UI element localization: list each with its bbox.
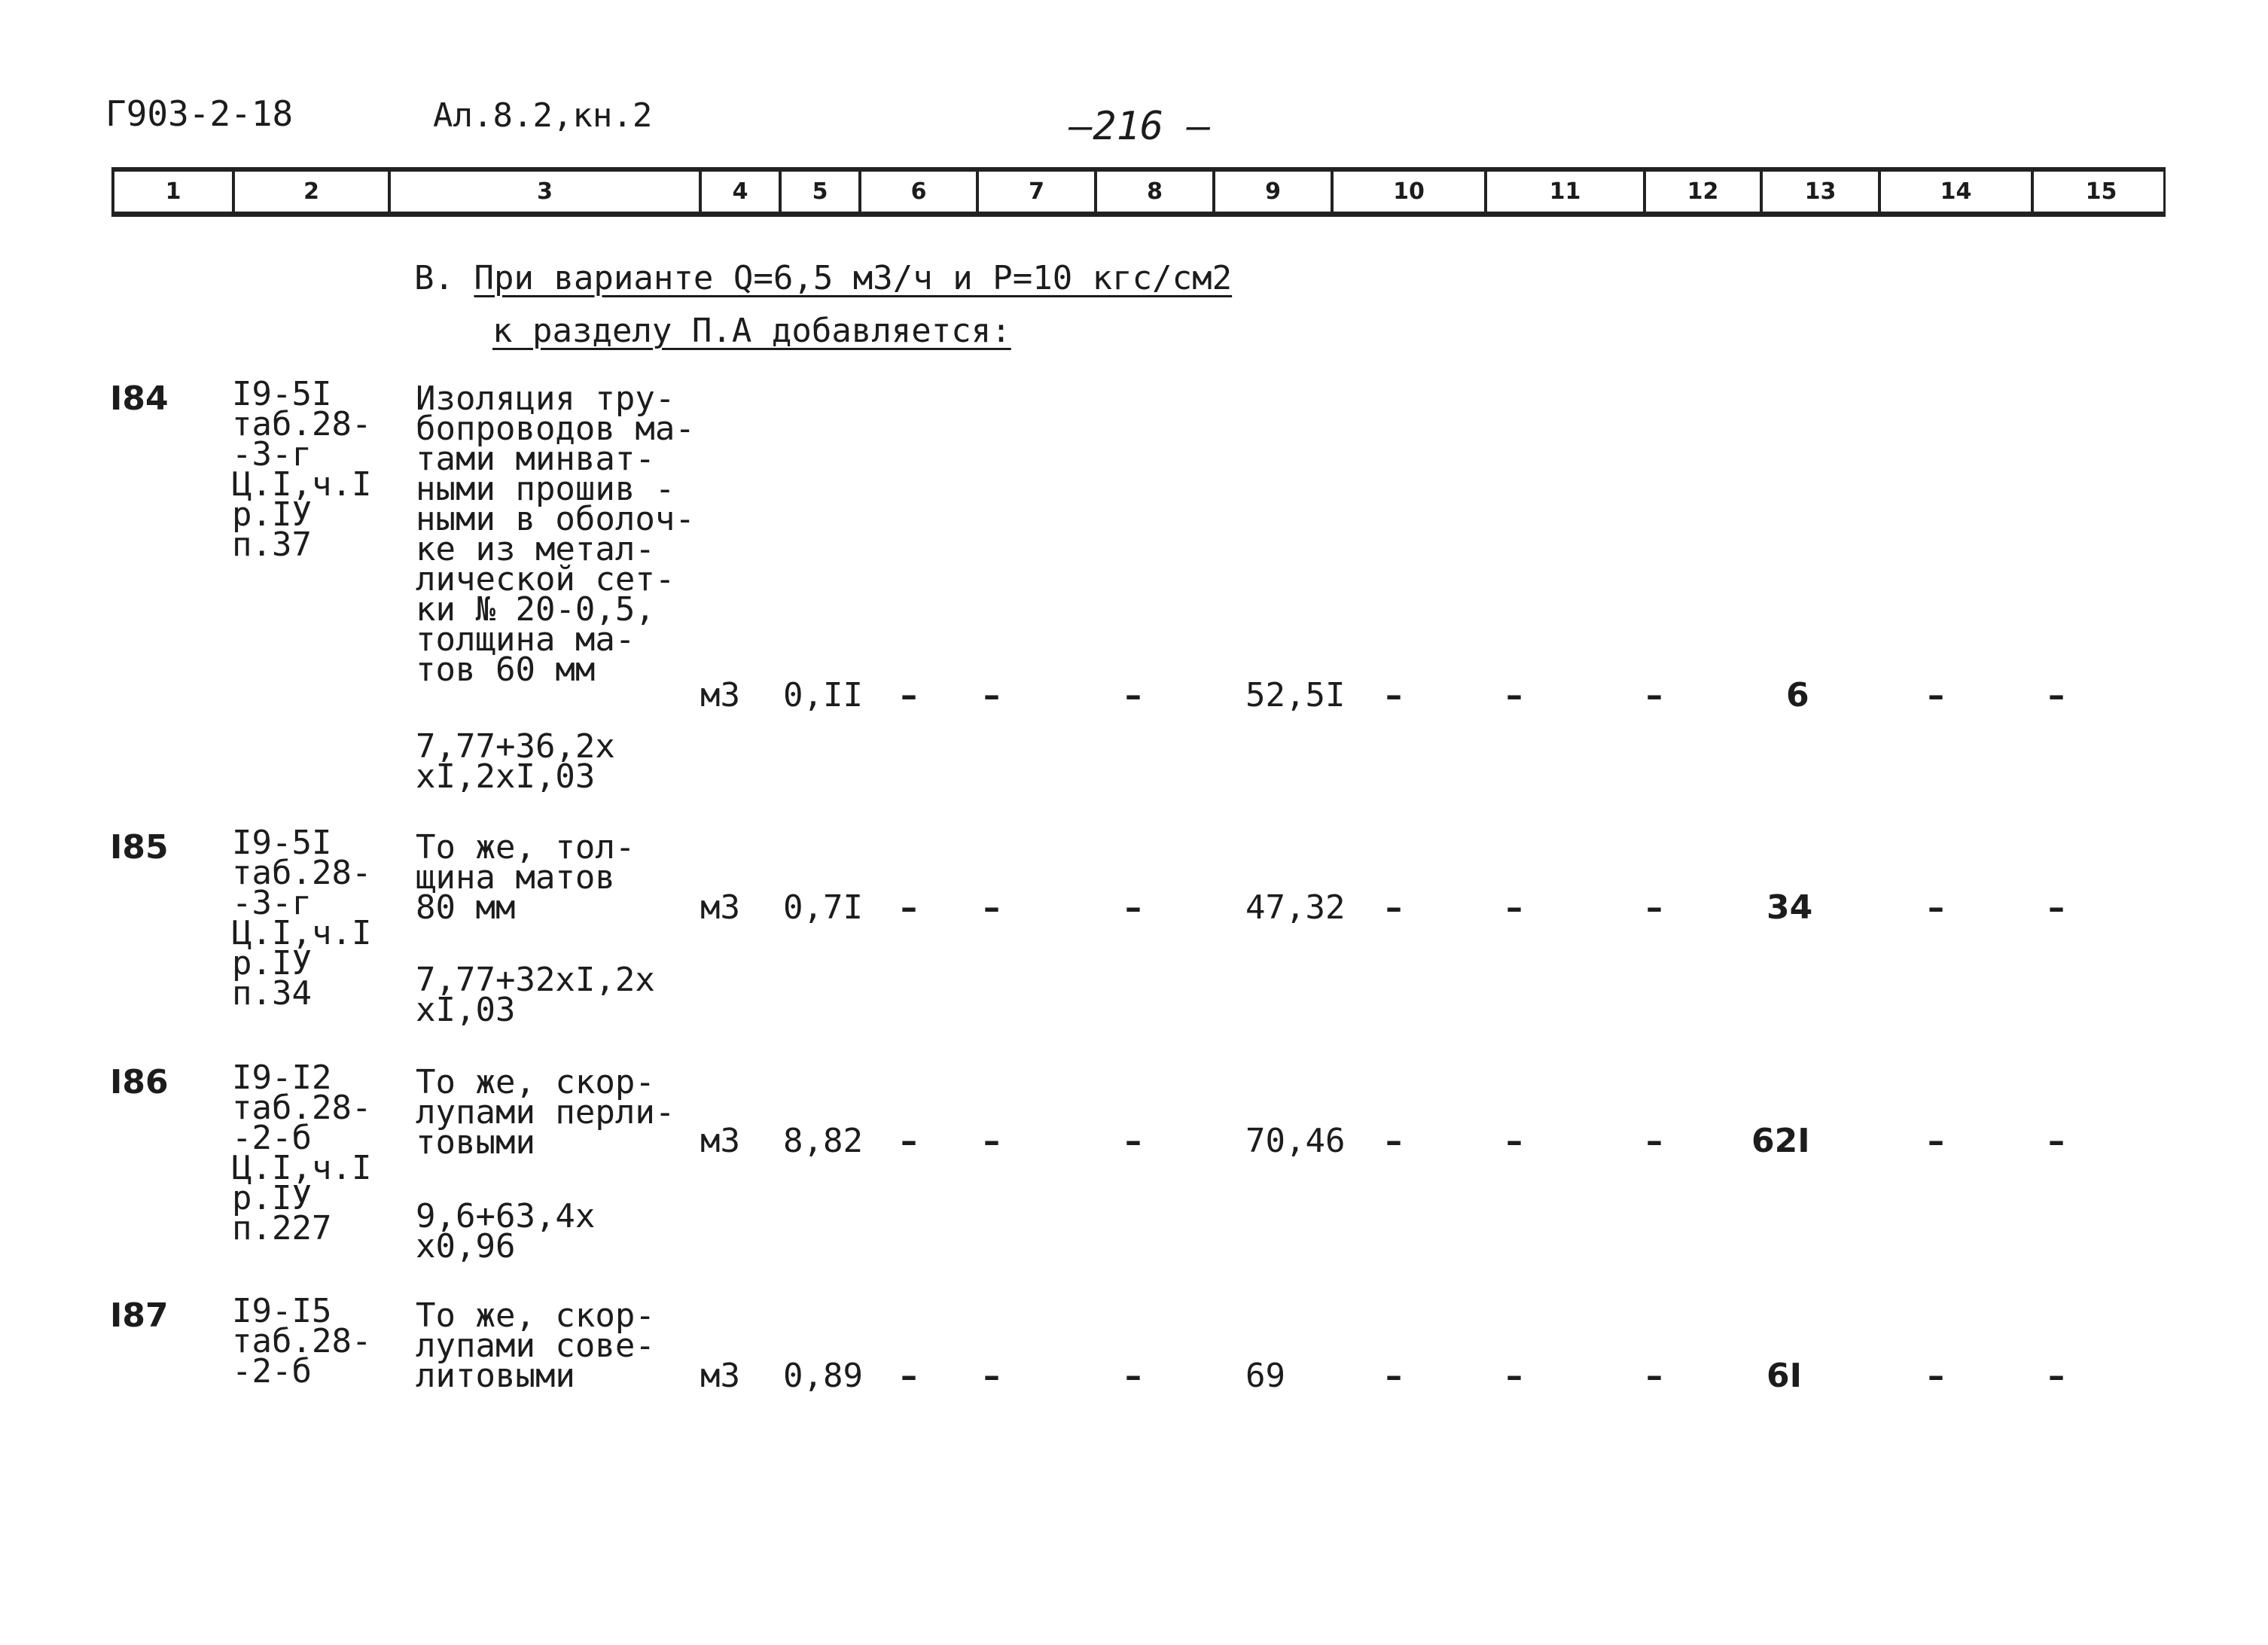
column-number-11: 11	[1487, 172, 1646, 212]
col-10-value: –	[1385, 1122, 1402, 1160]
section-heading	[414, 259, 1232, 297]
description-line: бопроводов ма-	[416, 410, 695, 448]
norm-reference-line: р.IУ	[232, 1179, 312, 1217]
norm-reference-line: п.227	[232, 1209, 332, 1247]
column-number-5: 5	[782, 172, 861, 212]
col-12-value: –	[1646, 888, 1663, 927]
unit: м3	[700, 888, 740, 927]
section-title: При варианте Q=6,5 м3/ч и Р=10 кгс/см2	[474, 259, 1233, 297]
column-number-8: 8	[1097, 172, 1215, 212]
col-10-value: –	[1385, 888, 1402, 927]
album-reference: Ал.8.2,кн.2	[433, 96, 653, 135]
column-number-14: 14	[1881, 172, 2034, 212]
col-10-value: –	[1385, 676, 1402, 714]
col-15-value: –	[2048, 888, 2065, 927]
section-subtitle: к разделу П.А добавляется:	[492, 312, 1011, 350]
formula-line: хI,2хI,03	[416, 757, 596, 796]
norm-reference-line: таб.28-	[232, 854, 372, 892]
col-9-value: 47,32	[1245, 888, 1346, 927]
col-9-value: 70,46	[1245, 1122, 1346, 1160]
row-number: I87	[110, 1296, 169, 1335]
row-number: I86	[110, 1063, 169, 1101]
norm-reference-line: -3-г	[232, 884, 312, 922]
formula-line: 7,77+36,2х	[416, 727, 615, 766]
description-line: То же, тол-	[416, 828, 636, 867]
norm-reference-line: I9-5I	[232, 375, 332, 413]
col-7-value: –	[983, 888, 1000, 927]
description-line: литовыми	[416, 1357, 575, 1395]
formula-line: 7,77+32хI,2х	[416, 961, 655, 999]
norm-reference-line: таб.28-	[232, 1322, 372, 1360]
col-12-value: –	[1646, 1357, 1663, 1395]
col-11-value: –	[1506, 1122, 1523, 1160]
col-15-value: –	[2048, 676, 2065, 714]
formula-line: хI,03	[416, 991, 516, 1029]
description-line: 80 мм	[416, 888, 516, 927]
column-number-10: 10	[1334, 172, 1487, 212]
col-14-value: –	[1928, 888, 1944, 927]
norm-reference-line: -2-б	[232, 1119, 312, 1157]
column-number-2: 2	[235, 172, 391, 212]
description-line: толщина ма-	[416, 620, 636, 659]
norm-reference-line: I9-I2	[232, 1059, 332, 1097]
column-number-13: 13	[1763, 172, 1881, 212]
norm-reference-line: п.37	[232, 525, 312, 564]
description-line: лупами перли-	[416, 1093, 675, 1132]
norm-reference-line: -2-б	[232, 1352, 312, 1391]
work-description	[416, 379, 695, 689]
quantity: 0,89	[783, 1357, 863, 1395]
document-code: Г903-2-18	[105, 93, 294, 134]
col-7-value: –	[983, 676, 1000, 714]
quantity: 8,82	[783, 1122, 863, 1160]
col-11-value: –	[1506, 676, 1523, 714]
norm-reference-line: п.34	[232, 974, 312, 1013]
norm-reference-line: р.IУ	[232, 944, 312, 982]
col-10-value: –	[1385, 1357, 1402, 1395]
work-description	[416, 1296, 655, 1395]
quantity: 0,II	[783, 676, 863, 714]
calculation-formula	[416, 961, 655, 1029]
description-line: товыми	[416, 1123, 535, 1162]
description-line: тами минват-	[416, 440, 655, 478]
col-9-value: 52,5I	[1245, 676, 1346, 714]
col-6-value: –	[901, 676, 917, 714]
col-13-value: 34	[1767, 888, 1813, 927]
norm-reference-line: Ц.I,ч.I	[232, 465, 372, 504]
col-12-value: –	[1646, 676, 1663, 714]
description-line: То же, скор-	[416, 1296, 655, 1335]
col-6-value: –	[901, 888, 917, 927]
unit: м3	[700, 676, 740, 714]
calculation-formula	[416, 727, 615, 796]
description-line: лической сет-	[416, 560, 675, 599]
column-number-header	[111, 167, 2166, 217]
col-14-value: –	[1928, 676, 1944, 714]
calculation-formula	[416, 1197, 596, 1266]
description-line: лупами сове-	[416, 1327, 655, 1365]
norm-reference-line: I9-5I	[232, 824, 332, 862]
formula-line: х0,96	[416, 1227, 516, 1266]
col-15-value: –	[2048, 1357, 2065, 1395]
work-description	[416, 828, 636, 927]
col-8-value: –	[1125, 888, 1142, 927]
description-line: ными в оболоч-	[416, 500, 695, 538]
description-line: щина матов	[416, 858, 615, 897]
norm-reference-line: Ц.I,ч.I	[232, 914, 372, 952]
norm-reference-line: таб.28-	[232, 1089, 372, 1127]
description-line: тов 60 мм	[416, 650, 596, 689]
description-line: ки № 20-0,5,	[416, 590, 655, 629]
norm-reference-line: I9-I5	[232, 1292, 332, 1330]
column-number-3: 3	[391, 172, 702, 212]
row-number: I84	[110, 379, 169, 418]
col-6-value: –	[901, 1357, 917, 1395]
page-number: —216 —	[1069, 104, 1211, 149]
row-number: I85	[110, 828, 169, 867]
description-line: ке из метал-	[416, 530, 655, 568]
norm-reference	[232, 1059, 372, 1247]
col-14-value: –	[1928, 1122, 1944, 1160]
norm-reference	[232, 824, 372, 1013]
column-number-12: 12	[1646, 172, 1763, 212]
norm-reference-line: Ц.I,ч.I	[232, 1149, 372, 1187]
column-number-15: 15	[2085, 178, 2117, 205]
description-line: ными прошив -	[416, 470, 675, 508]
unit: м3	[700, 1357, 740, 1395]
description-line: То же, скор-	[416, 1063, 655, 1101]
formula-line: 9,6+63,4х	[416, 1197, 596, 1235]
col-11-value: –	[1506, 1357, 1523, 1395]
col-13-value: 6	[1786, 676, 1809, 714]
norm-reference	[232, 375, 372, 564]
section-label: В.	[414, 259, 454, 297]
column-number-9: 9	[1215, 172, 1334, 212]
col-12-value: –	[1646, 1122, 1663, 1160]
col-11-value: –	[1506, 888, 1523, 927]
col-7-value: –	[983, 1122, 1000, 1160]
column-number-1: 1	[114, 172, 235, 212]
col-9-value: 69	[1245, 1357, 1285, 1395]
col-13-value: 6I	[1767, 1357, 1802, 1395]
norm-reference-line: р.IУ	[232, 495, 312, 534]
norm-reference-line: таб.28-	[232, 405, 372, 443]
quantity: 0,7I	[783, 888, 863, 927]
norm-reference-line: -3-г	[232, 435, 312, 474]
unit: м3	[700, 1122, 740, 1160]
col-8-value: –	[1125, 1122, 1142, 1160]
col-14-value: –	[1928, 1357, 1944, 1395]
col-8-value: –	[1125, 676, 1142, 714]
col-13-value: 62I	[1751, 1122, 1810, 1160]
col-7-value: –	[983, 1357, 1000, 1395]
col-8-value: –	[1125, 1357, 1142, 1395]
description-line: Изоляция тру-	[416, 379, 675, 418]
col-15-value: –	[2048, 1122, 2065, 1160]
work-description	[416, 1063, 675, 1162]
col-6-value: –	[901, 1122, 917, 1160]
column-number-4: 4	[702, 172, 782, 212]
column-number-7: 7	[979, 172, 1097, 212]
column-number-6: 6	[861, 172, 979, 212]
norm-reference	[232, 1292, 372, 1391]
